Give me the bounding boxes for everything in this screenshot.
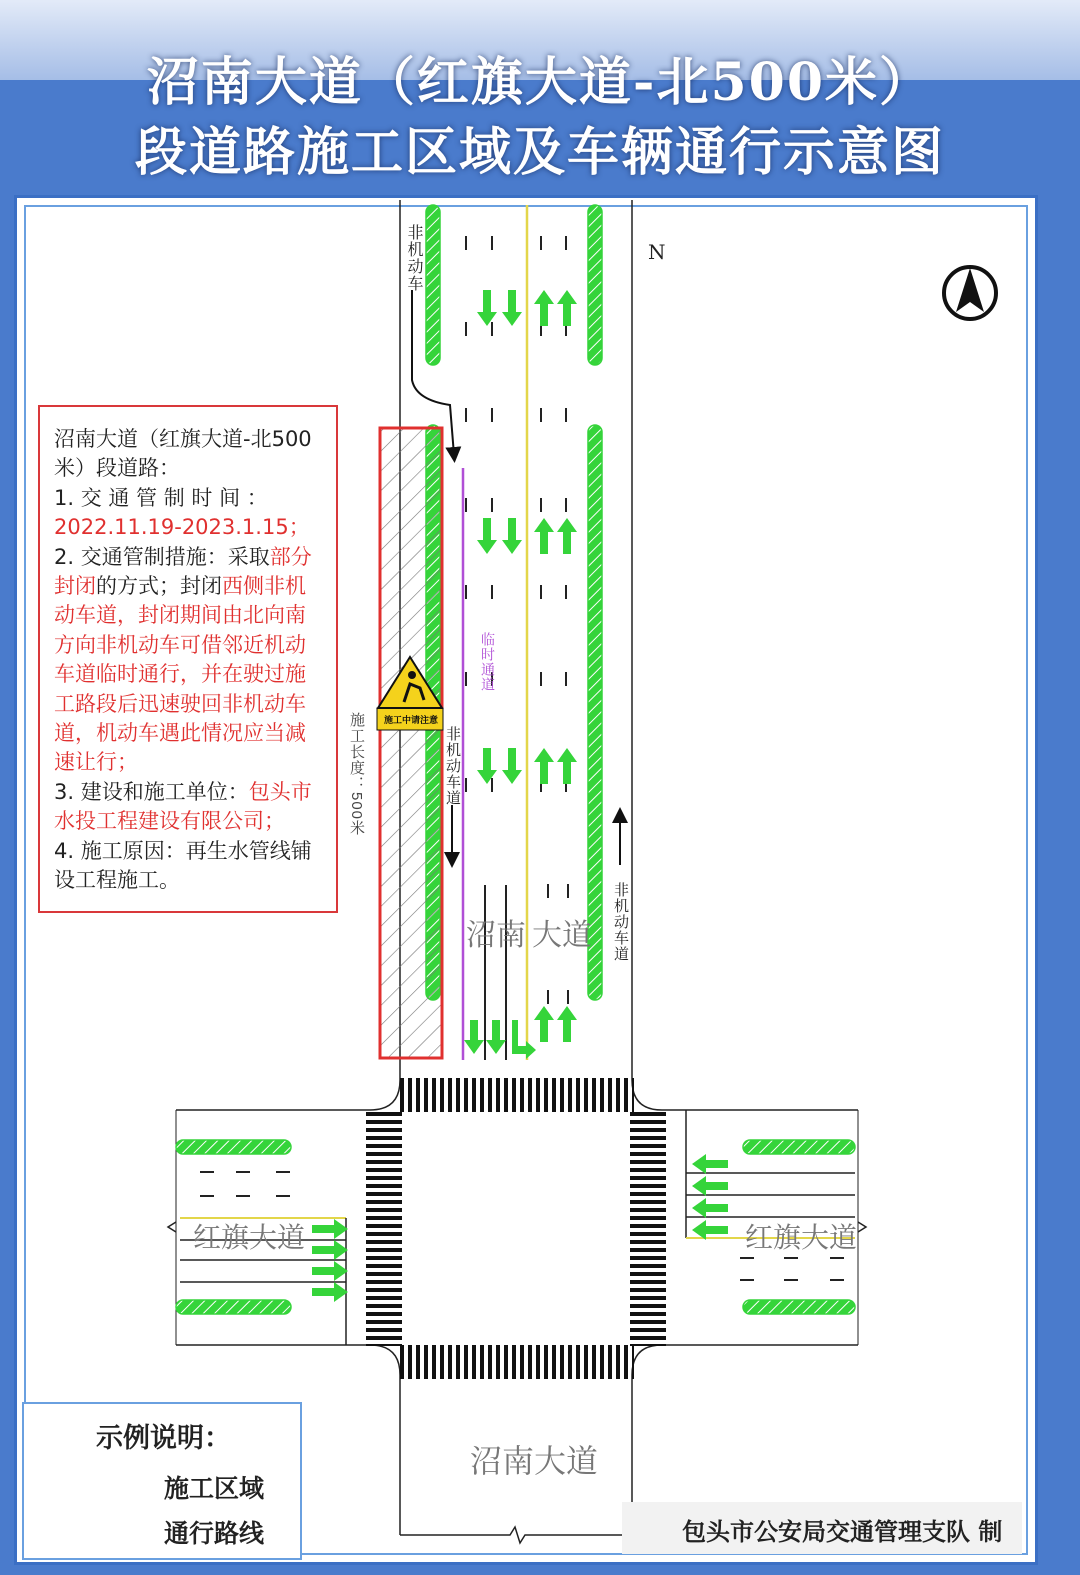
info-item-2-label: 2. 交通管制措施：采取 (54, 544, 270, 569)
info-heading: 沼南大道（红旗大道-北500米）段道路： (54, 427, 312, 481)
info-item-2-red-2: 西侧非机动车道，封闭期间由北向南方向非机动车可借邻近机动车道临时通行，并在驶过施工路段后迅速驶回非机动车道，机动车遇此情况应当减速让行； (54, 574, 306, 775)
legend-box (22, 1402, 302, 1560)
info-item-3-label: 3. 建设和施工单位： (54, 779, 249, 804)
road-label-east: 红旗大道 (745, 1221, 858, 1254)
info-item-2-mid: 的方式；封闭 (96, 574, 222, 599)
construction-length-label: 施工长度：500米 (348, 712, 365, 837)
maker-credit (622, 1502, 1022, 1554)
compass-label: N (648, 240, 666, 264)
temp-lane-label: 临时通道 (480, 632, 496, 692)
title-line-1: 沼南大道（红旗大道-北500米） (146, 52, 934, 113)
info-item-2-red-1: 部分封闭 (54, 544, 312, 599)
maker-text: 包头市公安局交通管理支队 制 (682, 1517, 1003, 1546)
bike-lane-label-west: 非机动车道 (444, 726, 461, 806)
info-item-1-dates: 2022.11.19-2023.1.15； (54, 515, 310, 540)
info-item-4: 4. 施工原因：再生水管线铺设工程施工。 (54, 838, 312, 893)
legend-title: 示例说明： (96, 1423, 231, 1454)
road-label-south: 沼南大道 (470, 1442, 599, 1480)
road-label-north-1: 沼南 (466, 918, 526, 953)
compass-icon (944, 267, 996, 319)
bike-lane-label-east: 非机动车道 (612, 882, 629, 962)
info-item-2 (54, 543, 326, 778)
sign-text: 施工中请注意 (383, 716, 438, 726)
legend-construction-label: 施工区域 (164, 1474, 265, 1503)
info-item-1-label: 1. 交 通 管 制 时 间 ： (54, 485, 268, 510)
construction-zone (380, 428, 442, 1058)
title-line-2: 段道路施工区域及车辆通行示意图 (134, 122, 945, 183)
road-label-west: 红旗大道 (193, 1221, 306, 1254)
legend-route-label: 通行路线 (164, 1519, 265, 1548)
info-box (38, 405, 338, 913)
info-item-3-red: 包头市水投工程建设有限公司； (54, 779, 312, 834)
info-item-1 (54, 484, 326, 543)
info-item-3 (54, 778, 326, 837)
road-label-north-2: 大道 (532, 918, 592, 953)
bike-lane-label-top: 非机动车 (405, 224, 422, 292)
